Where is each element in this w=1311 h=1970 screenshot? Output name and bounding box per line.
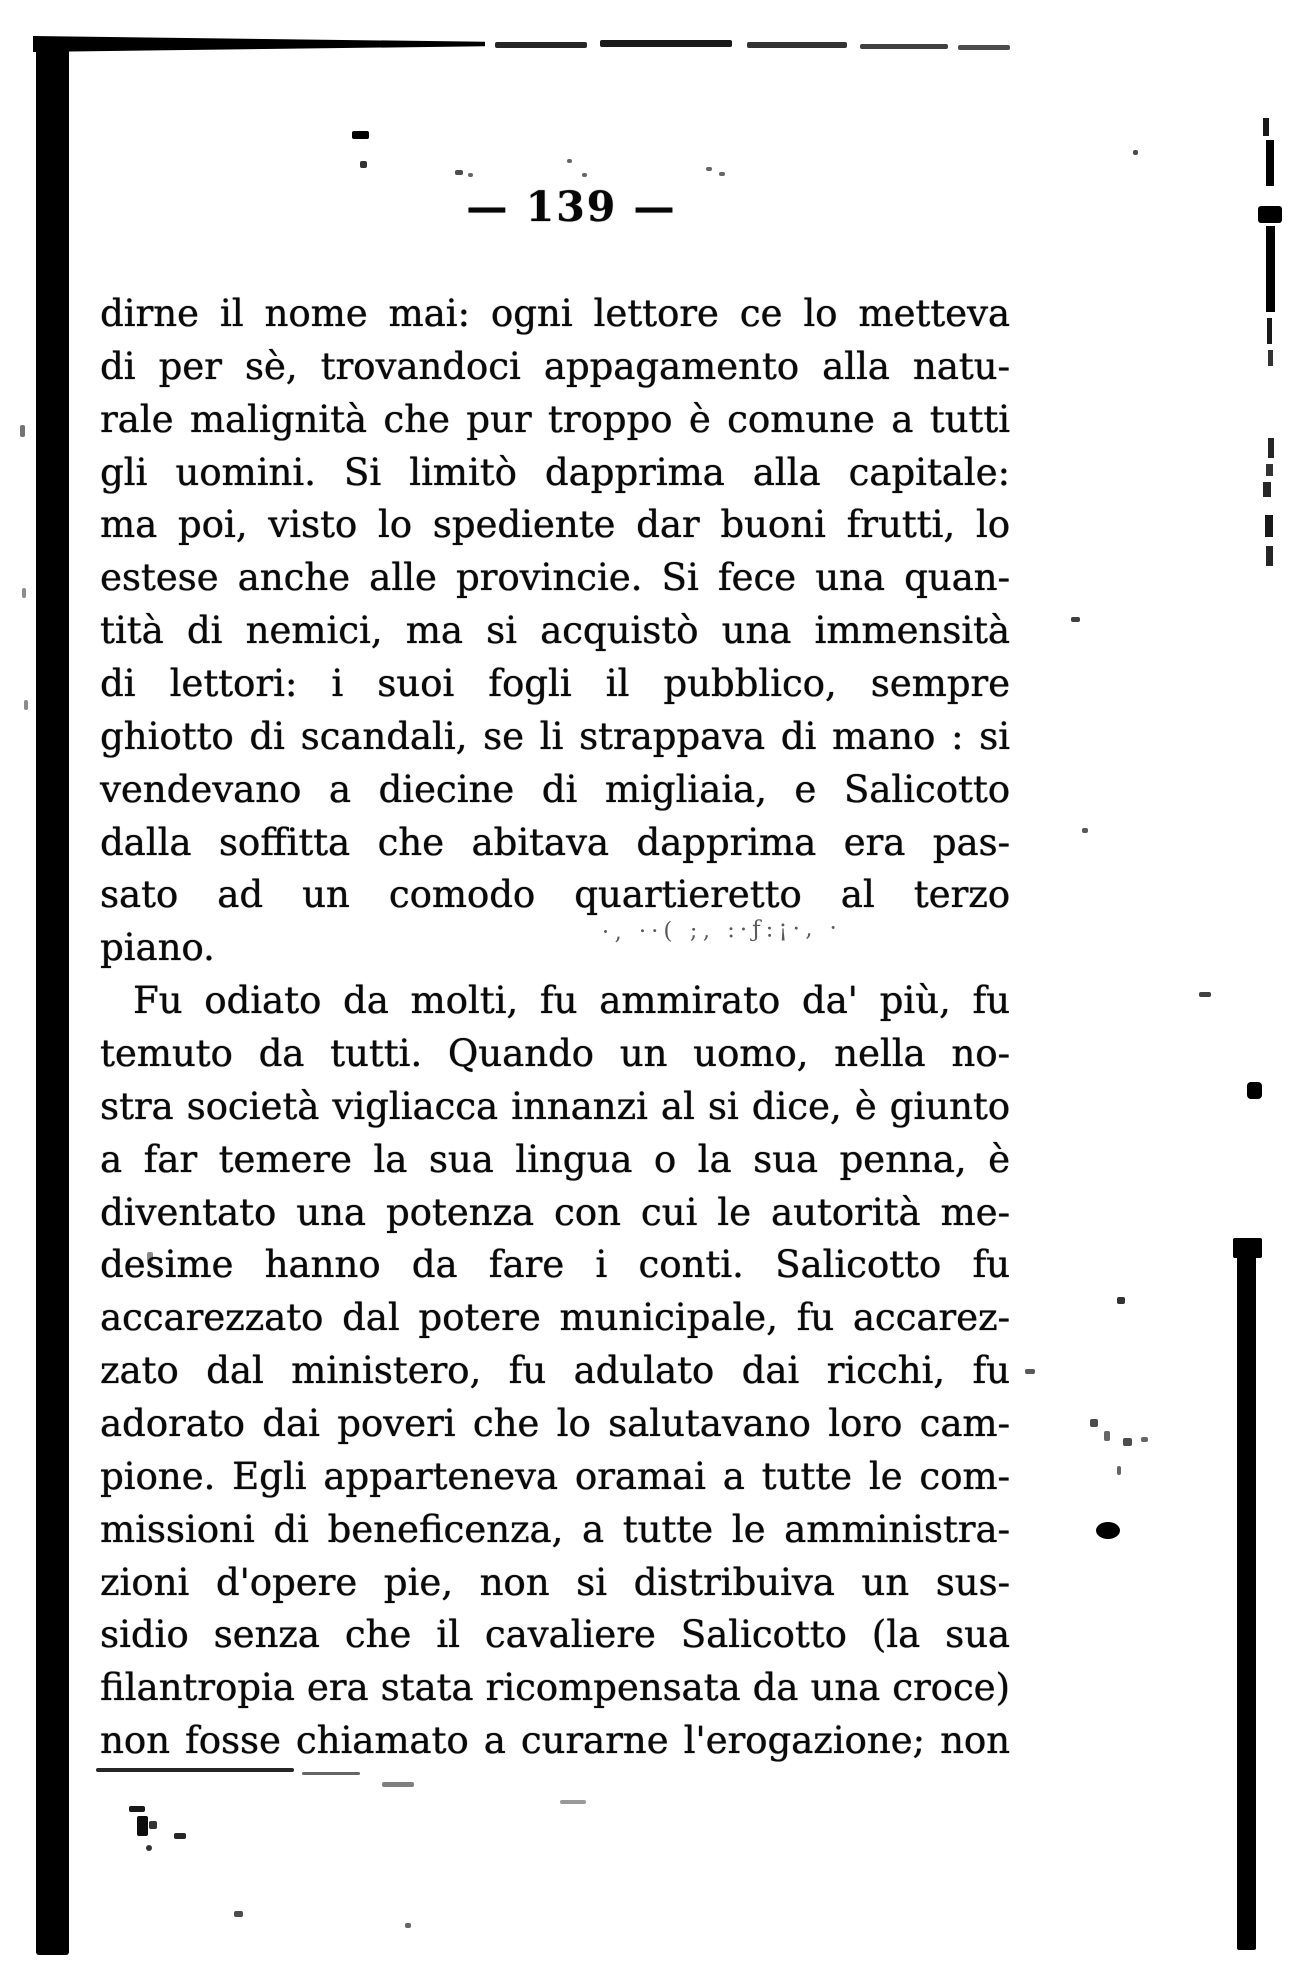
- scan-speck: [1025, 1369, 1035, 1374]
- scan-speck: [352, 131, 369, 139]
- scan-top-dash: [958, 45, 1010, 50]
- page-number: — 139 —: [466, 183, 677, 231]
- scan-underline-mark: [302, 1772, 360, 1775]
- text-line: di per sè, trovandoci appagamento alla natu-: [100, 344, 1010, 388]
- scan-speck: [1117, 1297, 1125, 1304]
- scan-right-line-segment: [1263, 482, 1271, 497]
- scan-speck: [1104, 1431, 1110, 1441]
- scan-speck: [455, 170, 463, 175]
- text-line: zato dal ministero, fu adulato dai ricchi, fu: [100, 1349, 1010, 1393]
- scan-speck: [1071, 617, 1080, 622]
- text-line: ma poi, visto lo spediente dar buoni frutti, lo: [100, 503, 1010, 547]
- scan-speck: [1090, 1419, 1098, 1427]
- text-line: adorato dai poveri che lo salutavano loro cam-: [100, 1402, 1010, 1446]
- scan-right-line-segment: [1265, 515, 1273, 537]
- scan-right-bar: [1237, 1238, 1256, 1950]
- scan-speck: [24, 700, 28, 710]
- text-line: accarezzato dal potere municipale, fu accarez-: [100, 1296, 1010, 1340]
- scan-right-line-segment: [1268, 350, 1273, 366]
- scan-right-blob: [1247, 1082, 1262, 1099]
- scan-underline-mark: [96, 1768, 294, 1772]
- text-line: diventato una potenza con cui le autorità me-: [100, 1190, 1010, 1234]
- text-line: stra società vigliacca innanzi al si dice, è giunto: [100, 1084, 1010, 1128]
- text-line: di lettori: i suoi fogli il pubblico, sempre: [100, 662, 1010, 706]
- scan-top-streak: [33, 36, 485, 52]
- text-line: missioni di beneficenza, a tutte le amministra-: [100, 1507, 1010, 1551]
- scan-speck: [468, 173, 473, 177]
- text-line: filantropia era stata ricompensata da una croce): [100, 1666, 1010, 1710]
- scan-speck: [20, 425, 25, 437]
- text-line: gli uomini. Si limitò dapprima alla capitale:: [100, 450, 1010, 494]
- text-line: dirne il nome mai: ogni lettore ce lo metteva: [100, 292, 1010, 335]
- text-line: piano.: [100, 926, 215, 970]
- text-line: sato ad un comodo quartieretto al terzo: [100, 873, 1010, 917]
- ink-smudge-text: ·‚ ··( ;‚ :·ƒ:¡·‚ ·: [601, 915, 843, 946]
- scan-top-dash: [860, 44, 948, 49]
- scan-speck: [360, 161, 367, 168]
- scan-top-dash: [495, 42, 587, 48]
- scan-bottom-smudge: [129, 1806, 145, 1812]
- scan-ink-dot: [1096, 1522, 1120, 1539]
- scan-speck: [1141, 1437, 1148, 1442]
- text-line: dalla soffitta che abitava dapprima era pas-: [100, 820, 1010, 864]
- scan-speck: [405, 1923, 411, 1928]
- scan-speck: [582, 173, 587, 177]
- scan-right-line-segment: [1266, 140, 1274, 186]
- scan-right-line-segment: [1267, 318, 1272, 344]
- body-text: [100, 288, 1010, 1768]
- text-line: a far temere la sua lingua o la sua penna, è: [100, 1137, 1010, 1181]
- scan-bottom-smudge: [149, 1821, 157, 1829]
- scan-right-line-segment: [1266, 546, 1273, 566]
- scan-speck: [1133, 150, 1138, 155]
- scan-speck: [147, 1252, 153, 1262]
- text-line: sidio senza che il cavaliere Salicotto (la sua: [100, 1613, 1010, 1657]
- scan-speck: [567, 159, 572, 163]
- scan-top-dash: [747, 42, 847, 48]
- scan-speck: [719, 172, 725, 176]
- text-line: temuto da tutti. Quando un uomo, nella no-: [100, 1032, 1010, 1076]
- scan-speck: [1123, 1438, 1132, 1446]
- scan-right-line-segment: [1266, 226, 1275, 312]
- scan-underline-mark: [560, 1800, 586, 1804]
- text-line: vendevano a diecine di migliaia, e Salicotto: [100, 767, 1010, 811]
- text-line: desime hanno da fare i conti. Salicotto fu: [100, 1243, 1010, 1287]
- scan-speck: [706, 167, 712, 171]
- text-line: non fosse chiamato a curarne l'erogazione; non: [100, 1719, 1010, 1763]
- text-line: pione. Egli apparteneva oramai a tutte le com-: [100, 1454, 1010, 1498]
- scan-speck: [22, 588, 26, 598]
- scan-underline-mark: [382, 1782, 414, 1787]
- text-line: tità di nemici, ma si acquistò una immensità: [100, 609, 1010, 653]
- scan-top-dash: [600, 40, 732, 47]
- scan-speck: [1199, 992, 1211, 997]
- scan-right-line-segment: [1263, 118, 1269, 136]
- scan-bottom-smudge: [146, 1845, 152, 1851]
- scan-bottom-smudge: [174, 1833, 186, 1839]
- scan-right-line-segment: [1268, 438, 1274, 458]
- text-line: ghiotto di scandali, se li strappava di mano : si: [100, 714, 1010, 758]
- scan-speck: [1082, 828, 1088, 833]
- scan-right-line-segment: [1266, 464, 1273, 476]
- scan-right-line-segment: [1258, 206, 1282, 223]
- text-line: estese anche alle provincie. Si fece una quan-: [100, 556, 1010, 600]
- text-line: rale malignità che pur troppo è comune a tutti: [100, 397, 1010, 441]
- scan-speck: [1117, 1466, 1121, 1475]
- text-line: zioni d'opere pie, non si distribuiva un sus-: [100, 1560, 1010, 1604]
- text-line: Fu odiato da molti, fu ammirato da' più, fu: [133, 979, 1010, 1023]
- scan-left-bar: [36, 40, 69, 1955]
- scan-speck: [234, 1911, 243, 1917]
- scan-bottom-smudge: [137, 1816, 148, 1836]
